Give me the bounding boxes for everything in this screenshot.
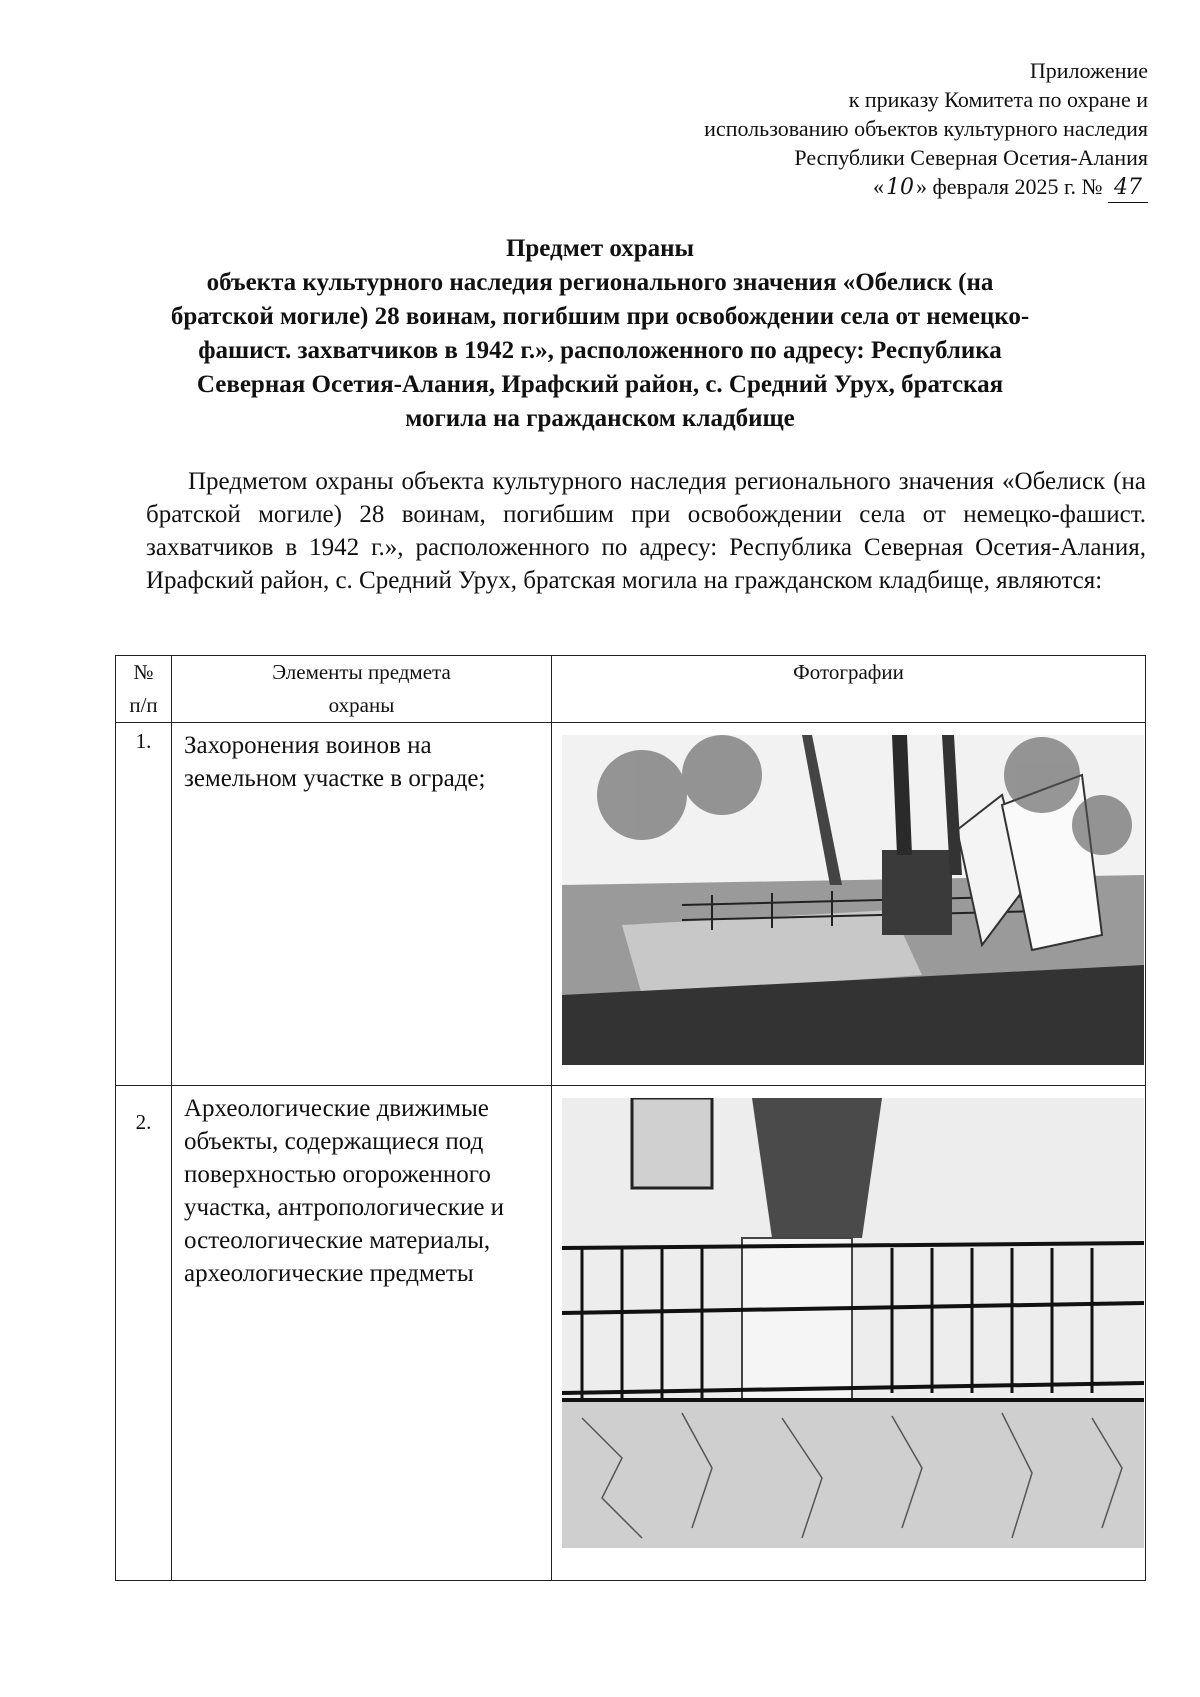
- header-elements: [172, 656, 552, 723]
- title-line-1: Предмет охраны: [505, 235, 695, 262]
- annex-line-2: к приказу Комитета по охране и: [848, 87, 1148, 112]
- table-row: [116, 1086, 1146, 1581]
- row-photo-cell: [552, 723, 1146, 1086]
- header-elements-line-1: Элементы предмета: [272, 660, 451, 684]
- annex-date-line: [704, 172, 1148, 203]
- title-line-2: объекта культурного наследия регионального значения «Обелиск (на: [206, 269, 994, 296]
- annex-line-3: использованию объектов культурного наследия: [704, 116, 1148, 141]
- header-number: [116, 656, 172, 723]
- document-title: [120, 232, 1080, 436]
- protection-elements-table: [115, 655, 1146, 1581]
- row-number: 2.: [116, 1086, 172, 1581]
- annex-line-4: Республики Северная Осетия-Алания: [794, 145, 1148, 170]
- handwritten-order-number: 47: [1108, 173, 1148, 203]
- table-header-row: [116, 656, 1146, 723]
- date-open-quote: «: [873, 174, 884, 199]
- row-element: Захоронения воинов на земельном участке в ограде;: [172, 723, 552, 1086]
- title-line-6: могила на гражданском кладбище: [405, 405, 795, 432]
- header-number-line-1: №: [133, 660, 154, 684]
- row-photo-cell: [552, 1086, 1146, 1581]
- intro-paragraph: Предметом охраны объекта культурного наследия регионального значения «Обелиск (на братской могиле) 28 воинам, погибшим при освобождении села от немецко-фашист. захватчиков в 1942 г.», расположенного по адресу: Республика Северная Осетия-Алания, Ирафский район, с. Средний Урух, братская могила на гражданском кладбище, являются:: [146, 468, 1146, 594]
- title-line-3: братской могиле) 28 воинам, погибшим при освобождении села от немецко-: [170, 303, 1030, 330]
- date-rest: » февраля 2025 г. №: [916, 174, 1103, 199]
- title-line-4: фашист. захватчиков в 1942 г.», расположенного по адресу: Республика: [198, 337, 1002, 364]
- header-photos: Фотографии: [552, 656, 1146, 723]
- header-elements-line-2: охраны: [328, 693, 395, 717]
- header-number-line-2: п/п: [129, 693, 158, 717]
- photo-grave-fence: [562, 1098, 1144, 1548]
- annex-line-1: Приложение: [1029, 58, 1148, 83]
- annex-block: [704, 56, 1148, 203]
- title-line-5: Северная Осетия-Алания, Ирафский район, с. Средний Урух, братская: [196, 371, 1004, 398]
- row-element: Археологические движимые объекты, содержащиеся под поверхностью огороженного участка, антропологические и остеологические материалы, археологические предметы: [172, 1086, 552, 1581]
- row-number: 1.: [116, 723, 172, 1086]
- photo-burial-site: [562, 735, 1144, 1065]
- table-row: [116, 723, 1146, 1086]
- handwritten-day: 10: [886, 175, 914, 200]
